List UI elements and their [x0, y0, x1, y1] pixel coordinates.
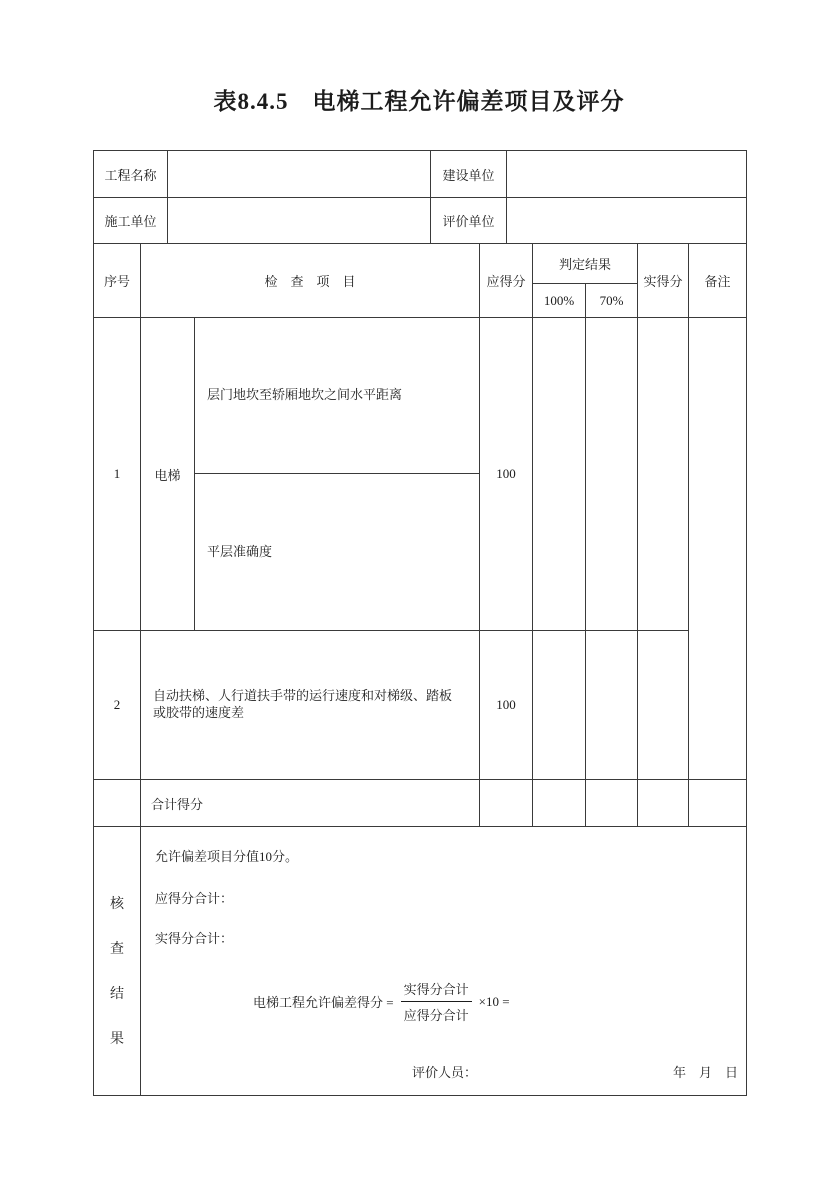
date-label: 年 月 日	[673, 1065, 739, 1080]
formula-numerator: 实得分合计	[401, 979, 472, 1002]
form-body	[93, 150, 747, 1096]
row2-judge-100-cell	[533, 631, 586, 780]
row1-judge-70-cell	[586, 318, 638, 631]
row2-no: 2	[94, 631, 141, 780]
score-table	[93, 243, 747, 1096]
row1-actual-cell	[638, 318, 689, 631]
project-name-value	[168, 151, 431, 198]
formula-prefix: 电梯工程允许偏差得分 =	[253, 995, 394, 1010]
row1-due-score: 100	[480, 318, 533, 631]
total-due-score-cell	[480, 780, 533, 827]
row2-actual-cell	[638, 631, 689, 780]
evaluator-label: 评价人员：	[412, 1065, 478, 1080]
evaluation-unit-value	[507, 198, 747, 244]
formula-denominator: 应得分合计	[403, 1008, 469, 1023]
check-result-vertical-text	[94, 827, 140, 1048]
judgement-result-header: 判定结果	[533, 244, 638, 284]
check-result-side-label	[94, 827, 141, 1096]
total-judge-100-cell	[533, 780, 586, 827]
pct-100-header: 100%	[533, 284, 586, 318]
construction-unit-value	[507, 151, 747, 198]
formula-fraction	[401, 979, 472, 1024]
pct-70-header: 70%	[586, 284, 638, 318]
check-result-char: 结	[110, 987, 124, 1002]
inspection-item-header: 检 查 项 目	[141, 244, 480, 318]
check-result-row	[94, 827, 747, 1096]
serial-header: 序号	[94, 244, 141, 318]
construction-unit-label: 建设单位	[431, 151, 507, 198]
table-row	[94, 151, 747, 198]
row2-due-score: 100	[480, 631, 533, 780]
project-name-label: 工程名称	[94, 151, 168, 198]
row1-item-b: 平层准确度	[195, 474, 480, 631]
score-formula	[253, 979, 510, 1024]
total-no-cell	[94, 780, 141, 827]
total-judge-70-cell	[586, 780, 638, 827]
row1-category: 电梯	[141, 318, 195, 631]
row1-no: 1	[94, 318, 141, 631]
total-row	[94, 780, 747, 827]
due-score-header: 应得分	[480, 244, 533, 318]
builder-unit-label: 施工单位	[94, 198, 168, 244]
remark-header: 备注	[689, 244, 747, 318]
row1-judge-100-cell	[533, 318, 586, 631]
check-result-char: 查	[110, 942, 124, 957]
evaluation-unit-label: 评价单位	[431, 198, 507, 244]
check-result-char: 核	[110, 897, 124, 912]
builder-unit-value	[168, 198, 431, 244]
check-result-content	[141, 827, 747, 1096]
total-label: 合计得分	[141, 780, 480, 827]
check-result-char: 果	[110, 1032, 124, 1047]
page-title: 表8.4.5 电梯工程允许偏差项目及评分	[213, 89, 625, 114]
formula-suffix: ×10 =	[478, 993, 510, 1009]
row1-item-a: 层门地坎至轿厢地坎之间水平距离	[195, 318, 480, 474]
rows-remark-cell	[689, 318, 747, 780]
due-total-label: 应得分合计：	[155, 891, 234, 906]
total-actual-cell	[638, 780, 689, 827]
row2-item: 自动扶梯、人行道扶手带的运行速度和对梯级、踏板或胶带的速度差	[141, 631, 480, 780]
row2-judge-70-cell	[586, 631, 638, 780]
actual-total-label: 实得分合计：	[155, 931, 234, 946]
actual-score-header: 实得分	[638, 244, 689, 318]
deviation-note: 允许偏差项目分值10分。	[155, 849, 299, 864]
table-row	[94, 631, 747, 780]
total-remark-cell	[689, 780, 747, 827]
table-row	[94, 198, 747, 244]
header-row	[94, 244, 747, 284]
table-row	[94, 318, 747, 474]
project-info-table	[93, 150, 747, 244]
